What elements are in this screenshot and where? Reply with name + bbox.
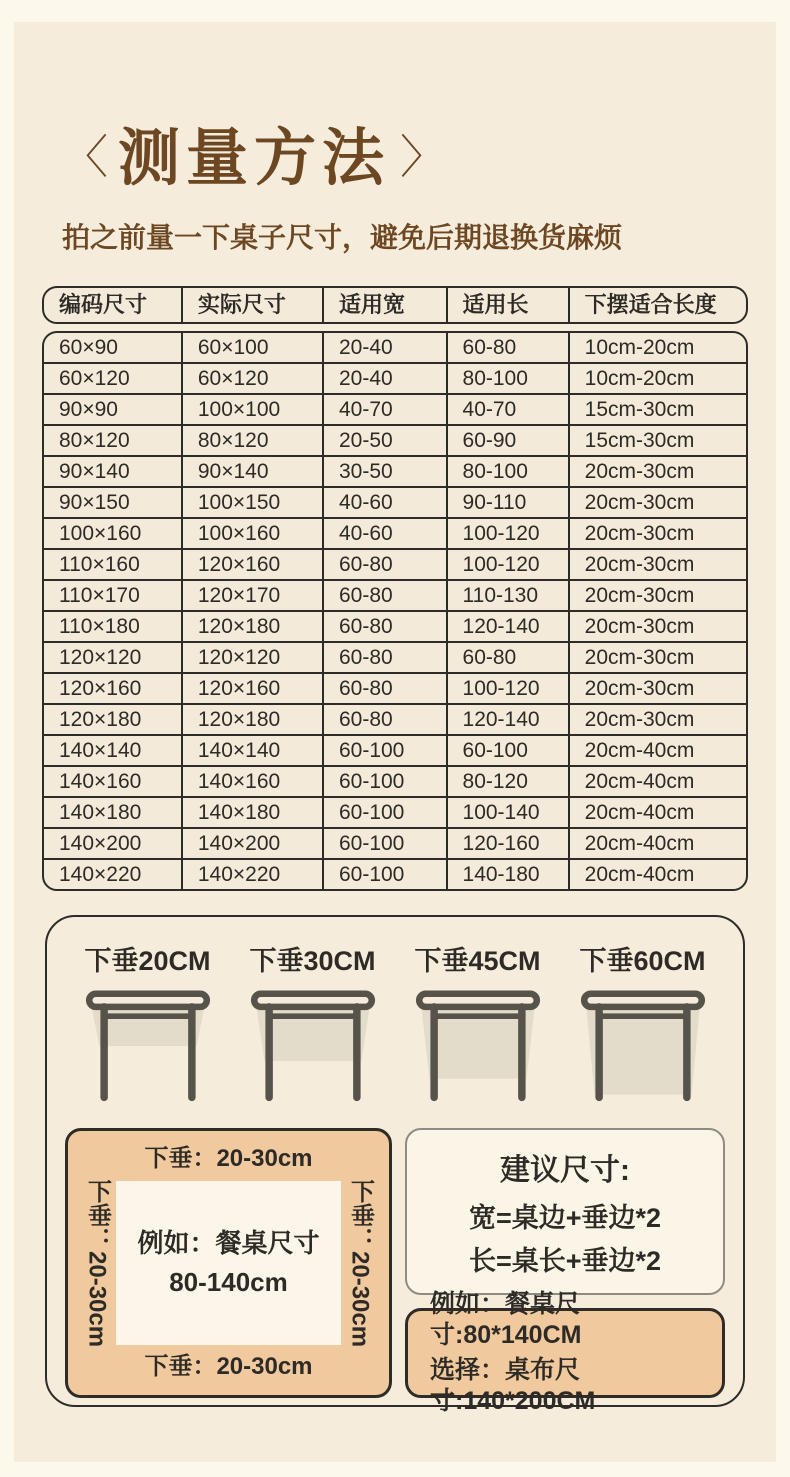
table-cell: 140×180 [181,798,322,827]
drape-example-label: 下垂60CM [579,946,706,976]
table-row [44,517,746,548]
table-cell: 10cm-20cm [568,333,746,362]
table-row [44,486,746,517]
table-row [44,641,746,672]
table-cell: 110-130 [446,581,568,610]
table-row [44,827,746,858]
table-cell: 20cm-30cm [568,519,746,548]
table-header-cell: 下摆适合长度 [568,288,746,322]
table-cell: 30-50 [322,457,446,486]
table-cell: 60×120 [181,364,322,393]
table-cell: 20cm-30cm [568,488,746,517]
table-cell: 20cm-30cm [568,550,746,579]
drape-example [238,939,388,1110]
table-header-cell: 适用长 [446,288,568,322]
table-cell: 60-100 [322,829,446,858]
table-cell: 90-110 [446,488,568,517]
table-cell: 80×120 [181,426,322,455]
table-cell: 20-50 [322,426,446,455]
drape-example [73,939,223,1110]
table-cell: 80-100 [446,457,568,486]
table-cell: 40-60 [322,519,446,548]
table-row [44,858,746,889]
table-cell: 60-100 [322,736,446,765]
table-drape-illustration-icon [573,988,713,1110]
bottom-panels [65,1128,725,1416]
size-example-line1: 例如：餐桌尺寸:80*140CM [430,1289,582,1349]
drape-bottom-label: 下垂：20-30cm [144,1353,313,1381]
table-row [44,333,746,362]
page-background [14,22,776,1462]
table-row [44,393,746,424]
drape-example-label: 下垂45CM [414,946,541,976]
table-row [44,734,746,765]
table-cell: 20cm-30cm [568,705,746,734]
table-row [44,455,746,486]
table-cell: 140×200 [59,832,142,855]
table-cell: 20cm-40cm [568,798,746,827]
page-title-text: 测量方法 [118,124,391,193]
size-table [42,286,748,891]
table-cell: 140×140 [59,739,142,762]
table-cell: 40-70 [322,395,446,424]
table-cell: 120×120 [181,643,322,672]
drape-example-label: 下垂30CM [249,946,376,976]
width-formula: 宽=桌边+垂边*2 [468,1202,662,1233]
table-cell: 60-100 [446,736,568,765]
size-table-body [42,331,748,891]
table-cell: 120×180 [181,612,322,641]
table-row [44,610,746,641]
table-drape-illustration-icon [243,988,383,1110]
table-cell: 100×160 [181,519,322,548]
table-cell: 80×120 [59,429,130,452]
table-cell: 110×160 [59,553,140,576]
table-header-cell: 实际尺寸 [181,288,322,322]
table-cell: 140-180 [446,860,568,889]
table-cell: 60-80 [446,333,568,362]
table-cell: 60-100 [322,860,446,889]
table-cell: 20cm-40cm [568,736,746,765]
example-line1: 例如：餐桌尺寸 [137,1227,320,1258]
table-cell: 20cm-40cm [568,860,746,889]
table-cell: 120×160 [181,674,322,703]
table-cell: 10cm-20cm [568,364,746,393]
drape-row [65,939,725,1110]
page-subtitle: 拍之前量一下桌子尺寸，避免后期退换货麻烦 [62,222,623,253]
table-cell: 60-80 [322,674,446,703]
table-cell: 110×180 [59,615,140,638]
table-cell: 20cm-30cm [568,612,746,641]
table-cell: 120×170 [181,581,322,610]
title-right-bracket: 〉 [400,131,447,183]
table-cell: 140×180 [59,801,142,824]
illustration-container [45,915,745,1416]
table-cell: 100×100 [181,395,322,424]
table-row [44,765,746,796]
table-cell: 60×120 [59,367,130,390]
table-cell: 100×160 [59,522,142,545]
table-drape-illustration-icon [78,988,218,1110]
table-cell: 100×150 [181,488,322,517]
table-drape-illustration-icon [408,988,548,1110]
table-cell: 100-120 [446,519,568,548]
drape-top-label: 下垂：20-30cm [144,1145,313,1172]
size-table-header-row [42,286,748,324]
table-cell: 40-70 [446,395,568,424]
table-cell: 40-60 [322,488,446,517]
drape-right-label: 下垂：20-30cm [346,1179,374,1348]
table-cell: 20cm-30cm [568,674,746,703]
table-cell: 20cm-40cm [568,767,746,796]
table-cell: 110×170 [59,584,140,607]
table-cell: 20-40 [322,333,446,362]
table-cell: 60-80 [446,643,568,672]
table-cell: 60-80 [322,550,446,579]
table-cell: 140×220 [181,860,322,889]
table-row [44,672,746,703]
table-cell: 80-100 [446,364,568,393]
table-row [44,703,746,734]
table-cell: 60×90 [59,336,118,359]
table-row [44,579,746,610]
length-formula: 长=桌长+垂边*2 [468,1245,662,1276]
size-example-panel [405,1289,725,1416]
table-cell: 20cm-30cm [568,643,746,672]
table-cell: 60-100 [322,767,446,796]
table-cell: 120-140 [446,612,568,641]
example-line2: 80-140cm [169,1267,288,1298]
table-cell: 20-40 [322,364,446,393]
drape-diagram-panel [65,1128,392,1398]
table-cell: 120×180 [59,708,142,731]
table-cell: 20cm-30cm [568,457,746,486]
table-cell: 100-120 [446,674,568,703]
table-cell: 120×180 [181,705,322,734]
table-cell: 60×100 [181,333,322,362]
table-row [44,796,746,827]
table-cell: 120-140 [446,705,568,734]
table-cell: 90×140 [59,460,130,483]
table-cell: 20cm-40cm [568,829,746,858]
table-cell: 90×140 [181,457,322,486]
table-cell: 15cm-30cm [568,426,746,455]
table-cell: 140×200 [181,829,322,858]
suggested-size-panel [405,1128,725,1295]
table-cell: 60-80 [322,612,446,641]
drape-example-label: 下垂20CM [84,946,211,976]
suggested-size-title: 建议尺寸: [500,1153,630,1187]
table-row [44,362,746,393]
table-header-cell: 编码尺寸 [59,292,148,317]
table-cell: 120-160 [446,829,568,858]
table-cell: 60-90 [446,426,568,455]
table-cell: 60-80 [322,581,446,610]
table-cell: 140×140 [181,736,322,765]
table-cell: 60-80 [322,705,446,734]
table-cell: 80-120 [446,767,568,796]
page-title [42,118,748,196]
table-cell: 100-140 [446,798,568,827]
size-example-line2: 选择：桌布尺寸:140*200CM [430,1356,596,1416]
table-cell: 60-100 [322,798,446,827]
table-cell: 15cm-30cm [568,395,746,424]
table-cell: 60-80 [322,643,446,672]
table-cell: 140×160 [181,767,322,796]
drape-left-label: 下垂：20-30cm [83,1179,111,1348]
table-cell: 120×160 [181,550,322,579]
table-row [44,424,746,455]
table-size-example-box [116,1181,341,1345]
table-cell: 140×160 [59,770,142,793]
table-cell: 20cm-30cm [568,581,746,610]
drape-example [403,939,553,1110]
table-cell: 140×220 [59,863,142,886]
table-header-cell: 适用宽 [322,288,446,322]
table-row [44,548,746,579]
table-cell: 100-120 [446,550,568,579]
table-cell: 90×150 [59,491,130,514]
table-cell: 120×120 [59,646,142,669]
drape-example [568,939,718,1110]
table-cell: 120×160 [59,677,142,700]
table-cell: 90×90 [59,398,118,421]
title-left-bracket: 〈 [62,131,108,183]
